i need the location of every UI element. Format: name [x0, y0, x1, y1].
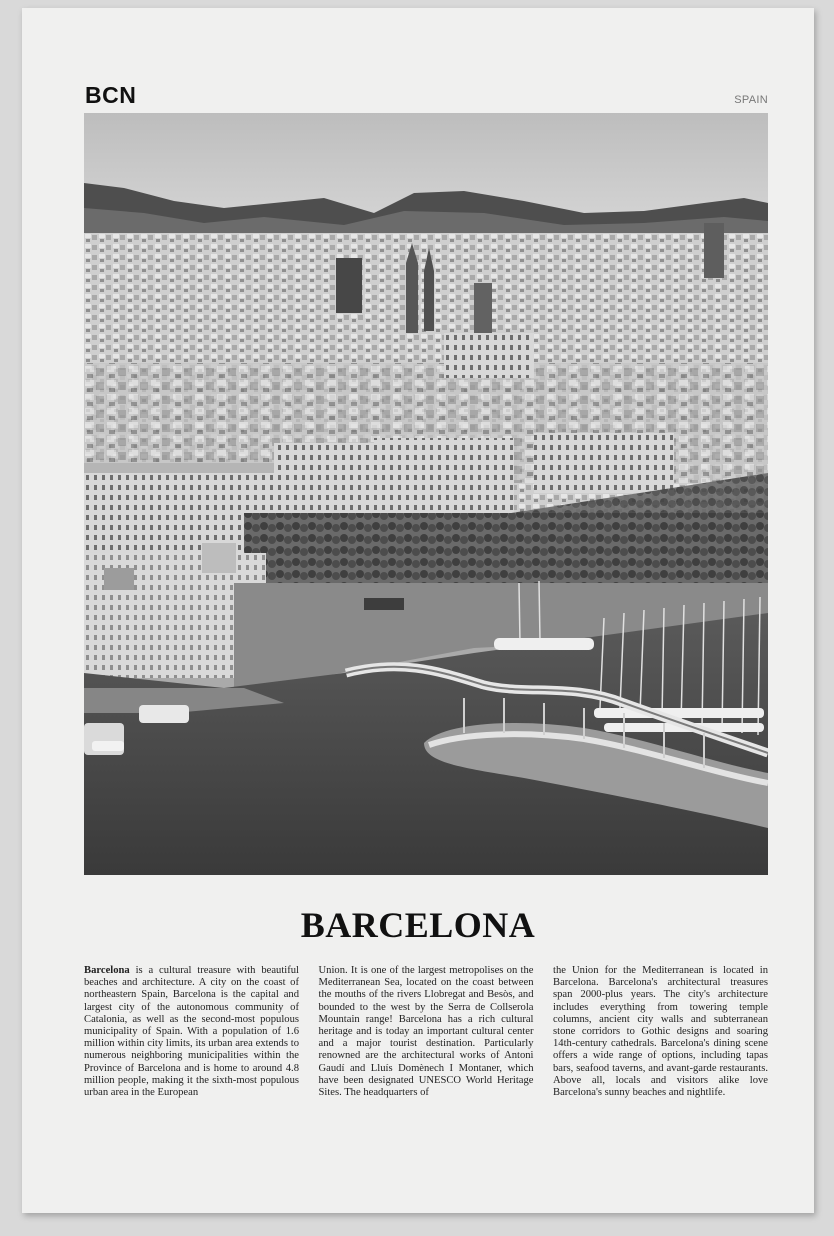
description-column-1: [84, 965, 299, 1099]
poster: [22, 8, 814, 1213]
description-lead: Barcelona: [84, 965, 130, 976]
country-label: SPAIN: [734, 94, 768, 106]
description-column-2: Union. It is one of the largest metropolises on the Mediterranean Sea, located on the coast between the mouths of the rivers Llobregat and Besòs, and bounded to the west by the Serra de Collserola Mountain range! Barcelona has a rich cultural heritage and is today an important cultural center and a major tourist destination. Particularly renowned are the architectural works of Antoni Gaudí and Lluís Domènech I Montaner, which have been designated UNESCO World Heritage Sites. The headquarters of: [318, 965, 534, 1099]
city-photo: [84, 113, 768, 875]
city-title: BARCELONA: [300, 905, 536, 945]
description-column-3: the Union for the Mediterranean is located in Barcelona. Barcelona's architectural treasures span 2000-plus years. The city's architecture includes everything from towering temple columns, ancient city walls and subterranean stone corridors to Gothic designs and soaring 14th-century cathedrals. Barcelona's dining scene offers a wide range of options, including tapas bars, seafood taverns, and avant-garde restaurants. Above all, locals and visitors alike love Barcelona's sunny beaches and nightlife.: [553, 965, 768, 1099]
city-code: BCN: [85, 82, 137, 108]
description-columns: [84, 965, 768, 1099]
description-text-1: is a cultural treasure with beautiful beaches and architecture. A city on the coast of northeastern Spain, Barcelona is the capital and largest city of the autonomous community of Catalonia, as well as the second-most populous municipality of Spain. With a population of 1.6 million within city limits, its urban area extends to numerous neighboring municipalities within the Province of Barcelona and is home to around 4.8 million people, making it the sixth-most populous urban area in the European: [84, 965, 299, 1099]
